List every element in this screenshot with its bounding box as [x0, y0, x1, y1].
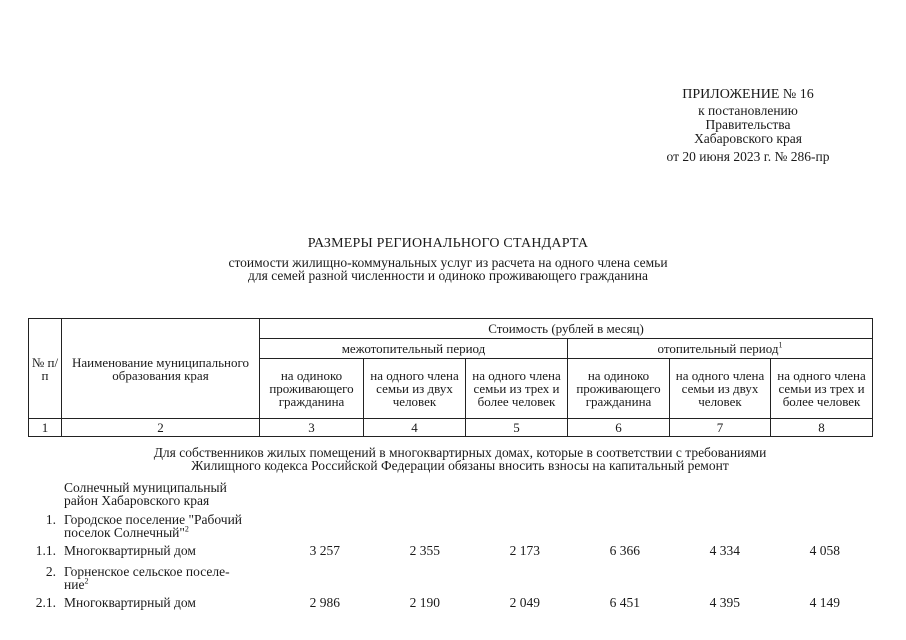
- header-heat-single: на одиноко проживающего гражданина: [568, 359, 670, 419]
- row-name-footnote: 2: [184, 524, 189, 534]
- value-heat-two: 4 395: [709, 595, 740, 610]
- header-heat-three: на одного члена семьи из трех и более человек: [771, 359, 873, 419]
- header-off-single: на одиноко проживающего гражданина: [260, 359, 364, 419]
- header-off-three: на одного члена семьи из трех и более человек: [466, 359, 568, 419]
- value-off-three: 2 049: [509, 595, 540, 610]
- subtitle-line-2: для семей разной численности и одиноко проживающего гражданина: [248, 268, 648, 283]
- col-number-8: 8: [771, 419, 873, 437]
- row-name-footnote: 2: [84, 576, 89, 586]
- value-heat-two: 4 334: [709, 543, 740, 558]
- header-period-off: межотопительный период: [260, 339, 568, 359]
- appendix-number: ПРИЛОЖЕНИЕ № 16: [682, 87, 814, 102]
- value-off-two: 2 190: [409, 595, 440, 610]
- col-number-7: 7: [670, 419, 771, 437]
- col-number-3: 3: [260, 419, 364, 437]
- row-name: Многоквартирный дом: [64, 543, 196, 558]
- appendix-block: [600, 88, 840, 164]
- section-note-line-2: Жилищного кодекса Российской Федерации обязаны вносить взносы на капитальный ремонт: [191, 458, 729, 473]
- row-index: 2.1.: [35, 595, 56, 610]
- row-name: Многоквартирный дом: [64, 595, 196, 610]
- header-period-heat: [568, 339, 873, 359]
- row-index: 2.: [45, 564, 56, 579]
- row-name: [64, 513, 264, 539]
- section-note: [60, 446, 860, 472]
- value-off-single: 3 257: [309, 543, 340, 558]
- row-name-text: Горненское сельское поселе-ние: [64, 564, 230, 592]
- row-index: 1.: [45, 512, 56, 527]
- value-off-three: 2 173: [509, 543, 540, 558]
- appendix-line-3: Хабаровского края: [694, 131, 802, 146]
- header-period-heat-label: отопительный период: [657, 341, 779, 356]
- section-note-line-1: Для собственников жилых помещений в многоквартирных домах, которые в соответствии с требованиями: [153, 445, 767, 460]
- col-number-1: 1: [29, 419, 62, 437]
- row-name: [64, 565, 254, 591]
- document-subtitle: [0, 256, 896, 282]
- appendix-date: от 20 июня 2023 г. № 286-пр: [666, 149, 830, 164]
- value-off-single: 2 986: [309, 595, 340, 610]
- row-index: 1.1.: [35, 543, 56, 558]
- subtitle-line-1: стоимости жилищно-коммунальных услуг из расчета на одного члена семьи: [228, 255, 668, 270]
- cost-table-header: [28, 318, 873, 437]
- header-period-heat-footnote: 1: [778, 340, 783, 350]
- appendix-line-1: к постановлению: [698, 103, 798, 118]
- header-cost: Стоимость (рублей в месяц): [260, 319, 873, 339]
- col-number-2: 2: [62, 419, 260, 437]
- header-off-two: на одного члена семьи из двух человек: [364, 359, 466, 419]
- value-heat-three: 4 058: [809, 543, 840, 558]
- header-name: Наименование муниципального образования края: [62, 319, 260, 419]
- value-heat-single: 6 366: [609, 543, 640, 558]
- header-num: № п/п: [29, 319, 62, 419]
- row-name-text: Городское поселение "Рабочий поселок Солнечный": [64, 512, 243, 540]
- value-heat-three: 4 149: [809, 595, 840, 610]
- value-off-two: 2 355: [409, 543, 440, 558]
- col-number-4: 4: [364, 419, 466, 437]
- header-heat-two: на одного члена семьи из двух человек: [670, 359, 771, 419]
- document-title: РАЗМЕРЫ РЕГИОНАЛЬНОГО СТАНДАРТА: [307, 236, 589, 251]
- row-name: Солнечный муниципальный район Хабаровского края: [64, 480, 227, 508]
- value-heat-single: 6 451: [609, 595, 640, 610]
- appendix-line-2: Правительства: [705, 117, 791, 132]
- col-number-5: 5: [466, 419, 568, 437]
- col-number-6: 6: [568, 419, 670, 437]
